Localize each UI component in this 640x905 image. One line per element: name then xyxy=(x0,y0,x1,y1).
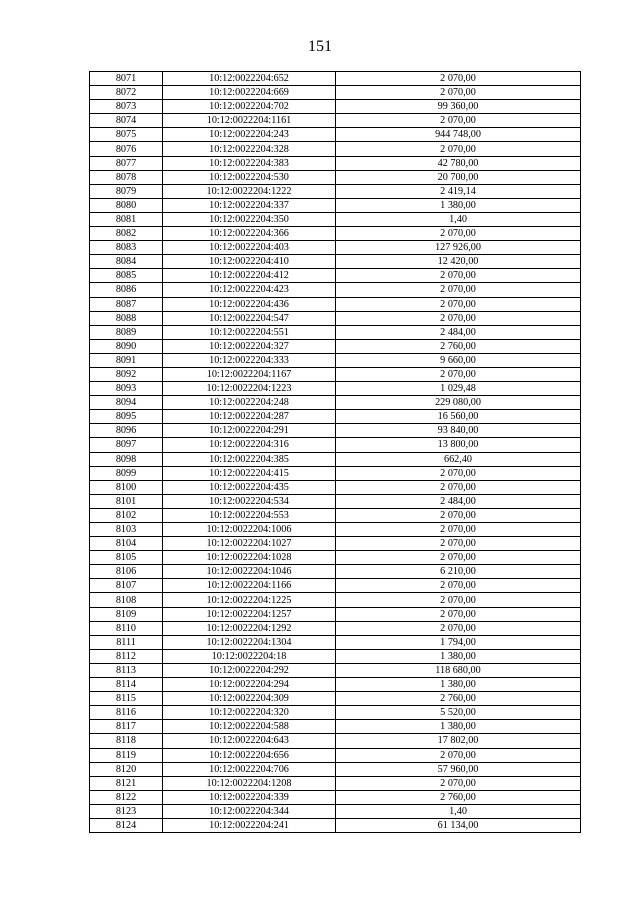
table-row xyxy=(90,198,581,212)
row-number-cell: 8071 xyxy=(90,72,163,86)
cadastral-number-cell: 10:12:0022204:656 xyxy=(163,748,336,762)
row-number-cell: 8116 xyxy=(90,706,163,720)
table-row xyxy=(90,86,581,100)
table-row xyxy=(90,283,581,297)
cadastral-number-cell: 10:12:0022204:547 xyxy=(163,311,336,325)
value-cell: 1 380,00 xyxy=(336,720,581,734)
table-row xyxy=(90,227,581,241)
row-number-cell: 8086 xyxy=(90,283,163,297)
value-cell: 2 070,00 xyxy=(336,537,581,551)
value-cell: 57 960,00 xyxy=(336,762,581,776)
cadastral-number-cell: 10:12:0022204:436 xyxy=(163,297,336,311)
table-row xyxy=(90,100,581,114)
table-row xyxy=(90,424,581,438)
table-row xyxy=(90,396,581,410)
cadastral-number-cell: 10:12:0022204:410 xyxy=(163,255,336,269)
cadastral-number-cell: 10:12:0022204:291 xyxy=(163,424,336,438)
value-cell: 118 680,00 xyxy=(336,663,581,677)
row-number-cell: 8118 xyxy=(90,734,163,748)
value-cell: 2 070,00 xyxy=(336,269,581,283)
table-row xyxy=(90,255,581,269)
value-cell: 229 080,00 xyxy=(336,396,581,410)
value-cell: 2 070,00 xyxy=(336,142,581,156)
cadastral-number-cell: 10:12:0022204:553 xyxy=(163,508,336,522)
value-cell: 2 070,00 xyxy=(336,776,581,790)
cadastral-number-cell: 10:12:0022204:1167 xyxy=(163,367,336,381)
value-cell: 99 360,00 xyxy=(336,100,581,114)
table-row xyxy=(90,438,581,452)
cadastral-number-cell: 10:12:0022204:435 xyxy=(163,480,336,494)
row-number-cell: 8083 xyxy=(90,241,163,255)
table-row xyxy=(90,311,581,325)
row-number-cell: 8081 xyxy=(90,212,163,226)
row-number-cell: 8073 xyxy=(90,100,163,114)
cadastral-number-cell: 10:12:0022204:366 xyxy=(163,227,336,241)
row-number-cell: 8112 xyxy=(90,649,163,663)
value-cell: 2 070,00 xyxy=(336,593,581,607)
value-cell: 2 760,00 xyxy=(336,790,581,804)
table-row xyxy=(90,142,581,156)
table-row xyxy=(90,382,581,396)
value-cell: 2 070,00 xyxy=(336,297,581,311)
value-cell: 1 380,00 xyxy=(336,198,581,212)
table-row xyxy=(90,776,581,790)
row-number-cell: 8107 xyxy=(90,579,163,593)
row-number-cell: 8088 xyxy=(90,311,163,325)
table-row xyxy=(90,367,581,381)
row-number-cell: 8095 xyxy=(90,410,163,424)
row-number-cell: 8078 xyxy=(90,170,163,184)
table-row xyxy=(90,494,581,508)
cadastral-number-cell: 10:12:0022204:530 xyxy=(163,170,336,184)
row-number-cell: 8097 xyxy=(90,438,163,452)
value-cell: 662,40 xyxy=(336,452,581,466)
row-number-cell: 8111 xyxy=(90,635,163,649)
value-cell: 13 800,00 xyxy=(336,438,581,452)
cadastral-number-cell: 10:12:0022204:551 xyxy=(163,325,336,339)
value-cell: 944 748,00 xyxy=(336,128,581,142)
cadastral-number-cell: 10:12:0022204:423 xyxy=(163,283,336,297)
row-number-cell: 8119 xyxy=(90,748,163,762)
table-row xyxy=(90,649,581,663)
table-row xyxy=(90,480,581,494)
row-number-cell: 8106 xyxy=(90,565,163,579)
row-number-cell: 8082 xyxy=(90,227,163,241)
row-number-cell: 8093 xyxy=(90,382,163,396)
value-cell: 16 560,00 xyxy=(336,410,581,424)
row-number-cell: 8103 xyxy=(90,523,163,537)
value-cell: 93 840,00 xyxy=(336,424,581,438)
cadastral-number-cell: 10:12:0022204:1166 xyxy=(163,579,336,593)
value-cell: 17 802,00 xyxy=(336,734,581,748)
row-number-cell: 8089 xyxy=(90,325,163,339)
row-number-cell: 8117 xyxy=(90,720,163,734)
table-row xyxy=(90,663,581,677)
table-row xyxy=(90,353,581,367)
value-cell: 2 070,00 xyxy=(336,607,581,621)
cadastral-number-cell: 10:12:0022204:1223 xyxy=(163,382,336,396)
row-number-cell: 8074 xyxy=(90,114,163,128)
row-number-cell: 8075 xyxy=(90,128,163,142)
table-row xyxy=(90,325,581,339)
row-number-cell: 8072 xyxy=(90,86,163,100)
cadastral-number-cell: 10:12:0022204:294 xyxy=(163,678,336,692)
cadastral-number-cell: 10:12:0022204:643 xyxy=(163,734,336,748)
row-number-cell: 8121 xyxy=(90,776,163,790)
cadastral-number-cell: 10:12:0022204:337 xyxy=(163,198,336,212)
page-number: 151 xyxy=(308,38,332,55)
cadastral-number-cell: 10:12:0022204:316 xyxy=(163,438,336,452)
table-row xyxy=(90,804,581,818)
value-cell: 5 520,00 xyxy=(336,706,581,720)
table-row xyxy=(90,241,581,255)
table-row xyxy=(90,508,581,522)
cadastral-number-cell: 10:12:0022204:412 xyxy=(163,269,336,283)
value-cell: 2 070,00 xyxy=(336,72,581,86)
cadastral-number-cell: 10:12:0022204:350 xyxy=(163,212,336,226)
row-number-cell: 8113 xyxy=(90,663,163,677)
value-cell: 127 926,00 xyxy=(336,241,581,255)
cadastral-number-cell: 10:12:0022204:534 xyxy=(163,494,336,508)
table-row xyxy=(90,523,581,537)
row-number-cell: 8101 xyxy=(90,494,163,508)
value-cell: 2 070,00 xyxy=(336,748,581,762)
row-number-cell: 8110 xyxy=(90,621,163,635)
value-cell: 1 794,00 xyxy=(336,635,581,649)
table-row xyxy=(90,593,581,607)
row-number-cell: 8114 xyxy=(90,678,163,692)
cadastral-number-cell: 10:12:0022204:1027 xyxy=(163,537,336,551)
row-number-cell: 8084 xyxy=(90,255,163,269)
row-number-cell: 8092 xyxy=(90,367,163,381)
cadastral-number-cell: 10:12:0022204:309 xyxy=(163,692,336,706)
cadastral-value-table xyxy=(89,71,581,833)
value-cell: 12 420,00 xyxy=(336,255,581,269)
row-number-cell: 8104 xyxy=(90,537,163,551)
value-cell: 61 134,00 xyxy=(336,818,581,832)
cadastral-number-cell: 10:12:0022204:1208 xyxy=(163,776,336,790)
value-cell: 1 380,00 xyxy=(336,649,581,663)
value-cell: 2 484,00 xyxy=(336,494,581,508)
table-row xyxy=(90,128,581,142)
row-number-cell: 8091 xyxy=(90,353,163,367)
table-row xyxy=(90,565,581,579)
cadastral-number-cell: 10:12:0022204:1225 xyxy=(163,593,336,607)
table-row xyxy=(90,170,581,184)
cadastral-number-cell: 10:12:0022204:403 xyxy=(163,241,336,255)
cadastral-number-cell: 10:12:0022204:333 xyxy=(163,353,336,367)
cadastral-number-cell: 10:12:0022204:1304 xyxy=(163,635,336,649)
value-cell: 2 070,00 xyxy=(336,466,581,480)
cadastral-number-cell: 10:12:0022204:241 xyxy=(163,818,336,832)
value-cell: 2 760,00 xyxy=(336,692,581,706)
cadastral-number-cell: 10:12:0022204:344 xyxy=(163,804,336,818)
table-row xyxy=(90,579,581,593)
row-number-cell: 8076 xyxy=(90,142,163,156)
cadastral-number-cell: 10:12:0022204:385 xyxy=(163,452,336,466)
value-cell: 1,40 xyxy=(336,212,581,226)
table-row xyxy=(90,72,581,86)
value-cell: 1 029,48 xyxy=(336,382,581,396)
value-cell: 42 780,00 xyxy=(336,156,581,170)
table-row xyxy=(90,678,581,692)
table-row xyxy=(90,790,581,804)
cadastral-number-cell: 10:12:0022204:1028 xyxy=(163,551,336,565)
value-cell: 2 484,00 xyxy=(336,325,581,339)
value-cell: 2 070,00 xyxy=(336,227,581,241)
table-row xyxy=(90,818,581,832)
table-row xyxy=(90,466,581,480)
table-row xyxy=(90,635,581,649)
row-number-cell: 8120 xyxy=(90,762,163,776)
row-number-cell: 8094 xyxy=(90,396,163,410)
row-number-cell: 8124 xyxy=(90,818,163,832)
table-row xyxy=(90,184,581,198)
cadastral-number-cell: 10:12:0022204:706 xyxy=(163,762,336,776)
cadastral-number-cell: 10:12:0022204:328 xyxy=(163,142,336,156)
table-row xyxy=(90,339,581,353)
cadastral-number-cell: 10:12:0022204:669 xyxy=(163,86,336,100)
cadastral-number-cell: 10:12:0022204:702 xyxy=(163,100,336,114)
row-number-cell: 8085 xyxy=(90,269,163,283)
cadastral-number-cell: 10:12:0022204:327 xyxy=(163,339,336,353)
row-number-cell: 8123 xyxy=(90,804,163,818)
cadastral-number-cell: 10:12:0022204:292 xyxy=(163,663,336,677)
row-number-cell: 8108 xyxy=(90,593,163,607)
value-cell: 2 070,00 xyxy=(336,579,581,593)
row-number-cell: 8077 xyxy=(90,156,163,170)
row-number-cell: 8079 xyxy=(90,184,163,198)
table-row xyxy=(90,607,581,621)
table-row xyxy=(90,212,581,226)
cadastral-number-cell: 10:12:0022204:1046 xyxy=(163,565,336,579)
table-row xyxy=(90,720,581,734)
value-cell: 2 070,00 xyxy=(336,311,581,325)
table-row xyxy=(90,297,581,311)
value-cell: 2 760,00 xyxy=(336,339,581,353)
row-number-cell: 8098 xyxy=(90,452,163,466)
value-cell: 2 070,00 xyxy=(336,114,581,128)
table-row xyxy=(90,748,581,762)
row-number-cell: 8099 xyxy=(90,466,163,480)
value-cell: 9 660,00 xyxy=(336,353,581,367)
value-cell: 2 419,14 xyxy=(336,184,581,198)
row-number-cell: 8080 xyxy=(90,198,163,212)
cadastral-number-cell: 10:12:0022204:588 xyxy=(163,720,336,734)
table-body xyxy=(90,72,581,833)
cadastral-number-cell: 10:12:0022204:652 xyxy=(163,72,336,86)
table-row xyxy=(90,706,581,720)
table-row xyxy=(90,269,581,283)
row-number-cell: 8100 xyxy=(90,480,163,494)
table-row xyxy=(90,621,581,635)
cadastral-number-cell: 10:12:0022204:339 xyxy=(163,790,336,804)
value-cell: 2 070,00 xyxy=(336,283,581,297)
table-row xyxy=(90,551,581,565)
table-row xyxy=(90,452,581,466)
cadastral-number-cell: 10:12:0022204:1257 xyxy=(163,607,336,621)
value-cell: 1 380,00 xyxy=(336,678,581,692)
row-number-cell: 8109 xyxy=(90,607,163,621)
row-number-cell: 8087 xyxy=(90,297,163,311)
value-cell: 2 070,00 xyxy=(336,508,581,522)
value-cell: 2 070,00 xyxy=(336,367,581,381)
cadastral-number-cell: 10:12:0022204:320 xyxy=(163,706,336,720)
table-row xyxy=(90,114,581,128)
table-row xyxy=(90,692,581,706)
row-number-cell: 8090 xyxy=(90,339,163,353)
row-number-cell: 8102 xyxy=(90,508,163,522)
cadastral-number-cell: 10:12:0022204:248 xyxy=(163,396,336,410)
cadastral-number-cell: 10:12:0022204:1292 xyxy=(163,621,336,635)
cadastral-number-cell: 10:12:0022204:18 xyxy=(163,649,336,663)
cadastral-number-cell: 10:12:0022204:243 xyxy=(163,128,336,142)
value-cell: 6 210,00 xyxy=(336,565,581,579)
row-number-cell: 8096 xyxy=(90,424,163,438)
value-cell: 20 700,00 xyxy=(336,170,581,184)
table-row xyxy=(90,762,581,776)
table-row xyxy=(90,734,581,748)
row-number-cell: 8115 xyxy=(90,692,163,706)
value-cell: 2 070,00 xyxy=(336,551,581,565)
value-cell: 2 070,00 xyxy=(336,86,581,100)
cadastral-number-cell: 10:12:0022204:287 xyxy=(163,410,336,424)
cadastral-number-cell: 10:12:0022204:415 xyxy=(163,466,336,480)
table-row xyxy=(90,410,581,424)
table-row xyxy=(90,156,581,170)
cadastral-number-cell: 10:12:0022204:1006 xyxy=(163,523,336,537)
value-cell: 2 070,00 xyxy=(336,480,581,494)
table-row xyxy=(90,537,581,551)
row-number-cell: 8122 xyxy=(90,790,163,804)
cadastral-number-cell: 10:12:0022204:1161 xyxy=(163,114,336,128)
cadastral-number-cell: 10:12:0022204:1222 xyxy=(163,184,336,198)
value-cell: 2 070,00 xyxy=(336,621,581,635)
cadastral-number-cell: 10:12:0022204:383 xyxy=(163,156,336,170)
value-cell: 2 070,00 xyxy=(336,523,581,537)
row-number-cell: 8105 xyxy=(90,551,163,565)
value-cell: 1,40 xyxy=(336,804,581,818)
